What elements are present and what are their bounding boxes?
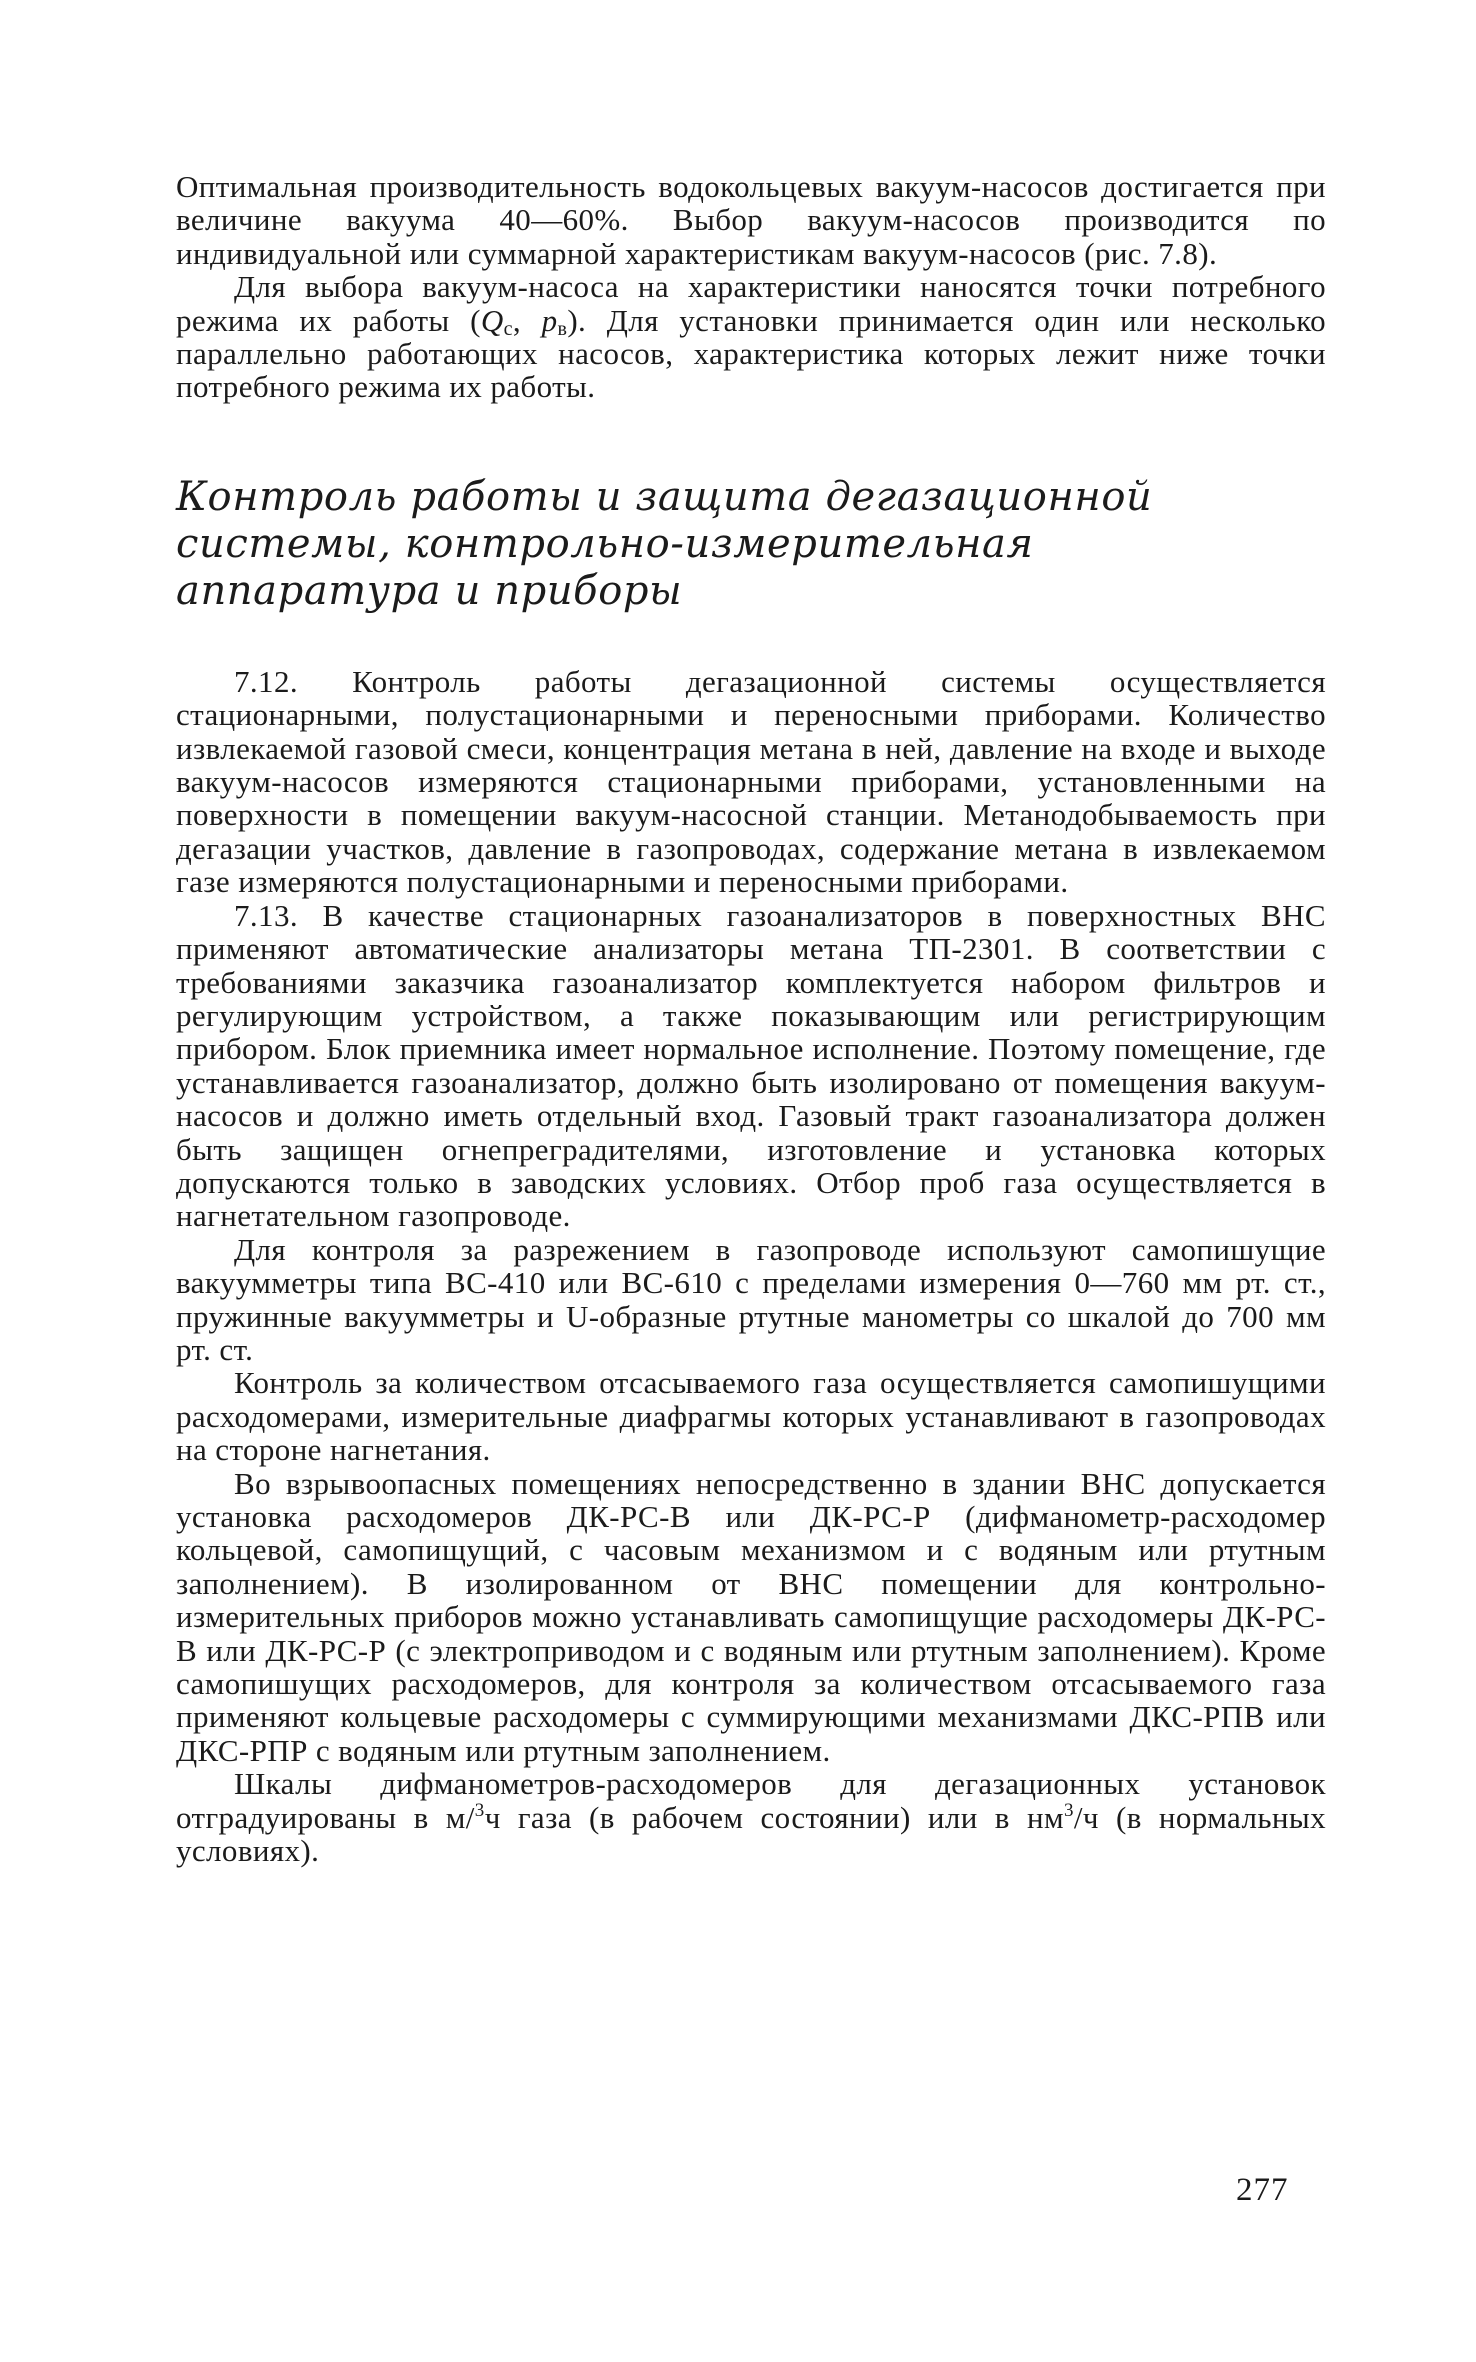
- p8-text-before: Шкалы дифманометров-расходомеров для дегазационных установок отградуированы в м/: [176, 1766, 1326, 1835]
- symbol-q: Q: [480, 302, 504, 338]
- paragraph-7-13: 7.13. В качестве стационарных газоанализаторов в поверхностных ВНС применяют автоматические анализаторы метана ТП-2301. В соответствии с требованиями заказчика газоанализатор комплектуется набором фильтров и регулирующим устройством, а также показывающим или регистрирующим прибором. Блок приемника имеет нормальное исполнение. Поэтому помещение, где устанавливается газоанализатор, должно быть изолировано от помещения вакуум-насосов и должно иметь отдельный вход. Газовый тракт газоанализатора должен быть защищен огнепреградителями, изготовление и установка которых допускаются только в заводских условиях. Отбор проб газа осуществляется в нагнетательном газопроводе.: [176, 897, 1326, 1234]
- paragraph-scales: [176, 1767, 1326, 1867]
- p8-text-middle: ч газа (в рабочем состоянии) или в нм: [484, 1799, 1064, 1835]
- symbol-q-subscript: с: [503, 317, 513, 340]
- p8-superscript-1: 3: [474, 1799, 485, 1821]
- paragraph-vacuum-pump-performance: Оптимальная производительность водокольцевых вакуум-насосов достигается при величине вакуума 40—60%. Выбор вакуум-насосов производится по индивидуальной или суммарной характеристикам вакуум-насосов (рис. 7.8).: [176, 169, 1326, 271]
- paragraph-vacuum-control: Для контроля за разрежением в газопроводе используют самопишущие вакуумметры типа ВС-410 или ВС-610 с пределами измерения 0—760 мм рт. ст., пружинные вакуумметры и U-образные ртутные манометры со шкалой до 700 мм рт. ст.: [176, 1231, 1326, 1367]
- symbol-p-subscript: в: [557, 317, 568, 340]
- p2-text-after: ). Для установки принимается один или несколько параллельно работающих насосов, характеристика которых лежит ниже точки потребного режима их работы.: [176, 302, 1326, 405]
- paragraph-gas-quantity-control: Контроль за количеством отсасываемого газа осуществляется самопишущими расходомерами, измерительные диафрагмы которых устанавливают в газопроводах на стороне нагнетания.: [176, 1365, 1326, 1468]
- paragraph-pump-selection: [176, 270, 1326, 404]
- p2-text-before: Для выбора вакуум-насоса на характеристики наносятся точки потребного режима их работы (: [176, 269, 1326, 338]
- page-body: [176, 170, 1326, 1867]
- symbol-p: p: [541, 302, 558, 338]
- p8-text-after: /ч (в нормальных условиях).: [176, 1799, 1326, 1869]
- paragraph-flowmeters: Во взрывоопасных помещениях непосредственно в здании ВНС допускается установка расходомеров ДК-РС-В или ДК-РС-Р (дифманометр-расходомер кольцевой, самопищущий, с часовым механизмом и с водяным или ртутным заполнением). В изолированном от ВНС помещении для контрольно-измерительных приборов можно устанавливать самопищущие расходомеры ДК-РС-В или ДК-РС-Р (с электроприводом и с водяным или ртутным заполнением). Кроме самопишущих расходомеров, для контроля за количеством отсасываемого газа применяют кольцевые расходомеры с суммирующими механизмами ДКС-РПВ или ДКС-РПР с водяным или ртутным заполнением.: [176, 1465, 1326, 1768]
- page-number: 277: [1236, 2172, 1289, 2208]
- p8-superscript-2: 3: [1063, 1799, 1074, 1821]
- section-heading: Контроль работы и защита дегазационной системы, контрольно-измерительная аппаратура и приборы: [176, 473, 1153, 614]
- paragraph-7-12: 7.12. Контроль работы дегазационной системы осуществляется стационарными, полустационарными и переносными приборами. Количество извлекаемой газовой смеси, концентрация метана в ней, давление на входе и выходе вакуум-насосов измеряются стационарными приборами, установленными на поверхности в помещении вакуум-насосной станции. Метанодобываемость при дегазации участков, давление в газопроводах, содержание метана в извлекаемом газе измеряются полустационарными и переносными приборами.: [176, 663, 1326, 900]
- p2-comma: ,: [512, 302, 542, 338]
